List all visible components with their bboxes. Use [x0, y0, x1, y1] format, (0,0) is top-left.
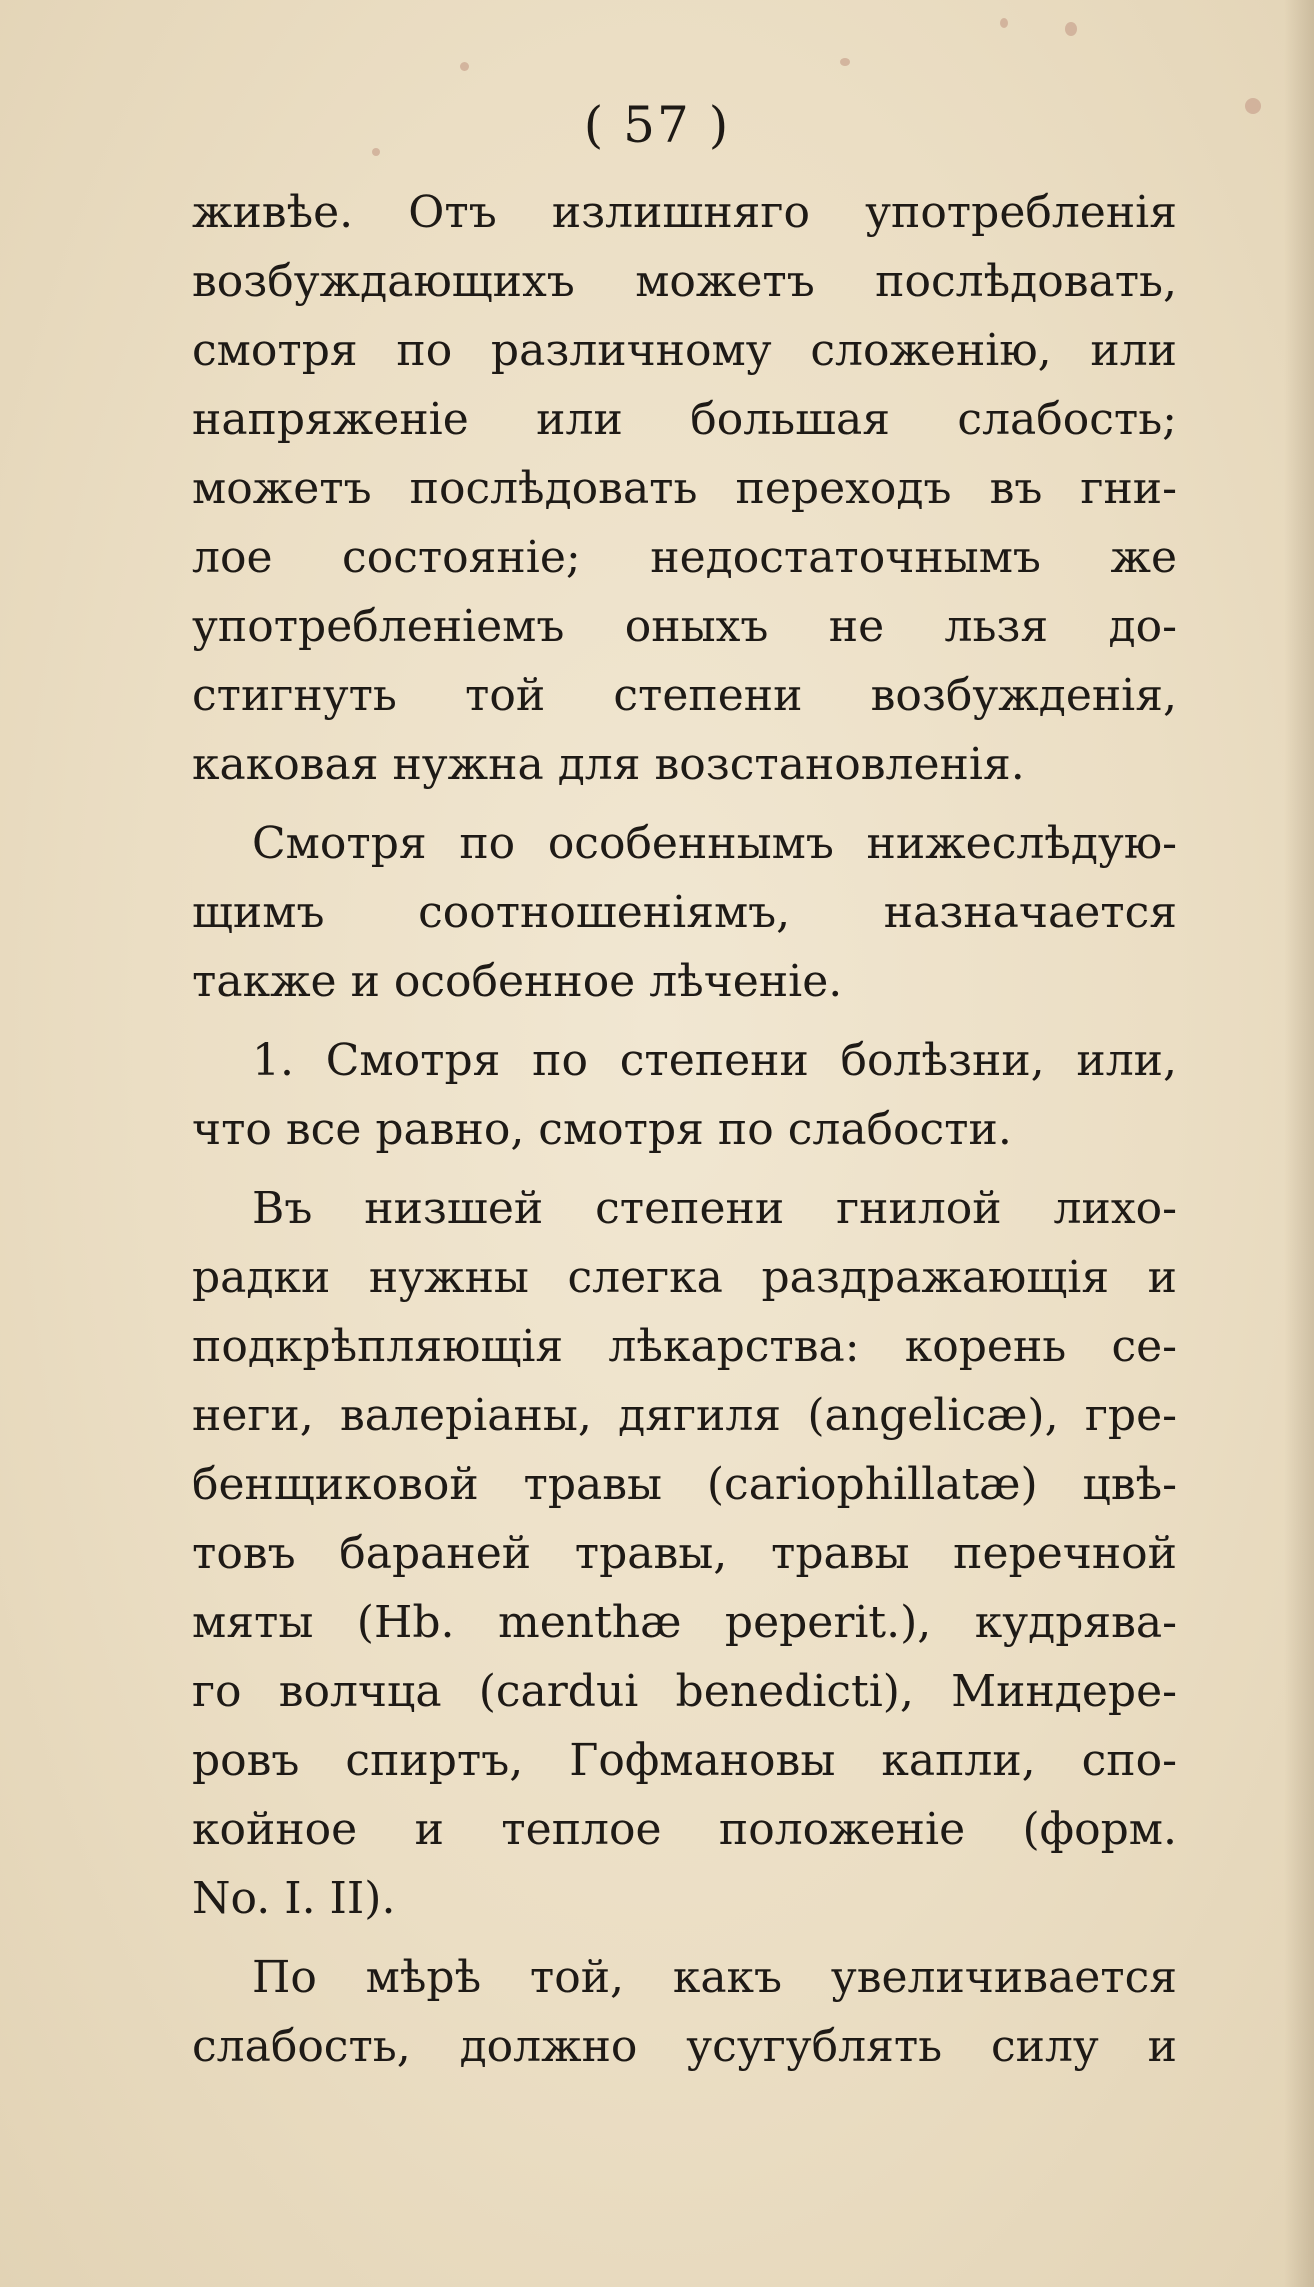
text-line: щимъ соотношеніямъ, назначается: [192, 887, 1177, 938]
text-line: 1. Смотря по степени болѣзни, или,: [252, 1035, 1177, 1086]
text-line: No. I. II).: [192, 1873, 396, 1924]
text-line: радки нужны слегка раздражающія и: [192, 1252, 1177, 1303]
text-line: слабость, должно усугублять силу и: [192, 2021, 1177, 2072]
text-line: также и особенное лѣченіе.: [192, 956, 843, 1007]
text-line: Въ низшей степени гнилой лихо-: [252, 1183, 1177, 1234]
text-line: лое состояніе; недостаточнымъ же: [192, 532, 1177, 583]
text-line: напряженіе или большая слабость;: [192, 394, 1177, 445]
text-line: бенщиковой травы (cariophillatæ) цвѣ-: [192, 1459, 1177, 1510]
text-line: товъ бараней травы, травы перечной: [192, 1528, 1177, 1579]
text-line: возбуждающихъ можетъ послѣдовать,: [192, 256, 1177, 307]
paper-speck: [1065, 22, 1077, 36]
text-line: подкрѣпляющія лѣкарства: корень се-: [192, 1321, 1177, 1372]
text-line: стигнуть той степени возбужденія,: [192, 670, 1177, 721]
paper-speck: [840, 58, 850, 66]
text-line: употребленіемъ оныхъ не льзя до-: [192, 601, 1177, 652]
text-line: можетъ послѣдовать переходъ въ гни-: [192, 463, 1177, 514]
text-line: смотря по различному сложенію, или: [192, 325, 1177, 376]
text-line: койное и теплое положеніе (форм.: [192, 1804, 1177, 1855]
text-line: го волчца (cardui benedicti), Миндере-: [192, 1666, 1177, 1717]
paragraph: [192, 809, 1177, 1016]
text-line: По мѣрѣ той, какъ увеличивается: [252, 1952, 1177, 2003]
paragraph: [192, 1943, 1177, 2081]
body-text: [192, 178, 1177, 2081]
text-line: Смотря по особеннымъ нижеслѣдую-: [252, 818, 1177, 869]
page-edge-shadow: [1284, 0, 1314, 2287]
paragraph: [192, 1026, 1177, 1164]
page-number: ( 57 ): [583, 96, 731, 154]
text-line: что все равно, смотря по слабости.: [192, 1104, 1012, 1155]
paper-speck: [1000, 18, 1008, 28]
text-line: мяты (Hb. menthæ peperit.), кудрява-: [192, 1597, 1177, 1648]
text-line: ровъ спиртъ, Гофмановы капли, спо-: [192, 1735, 1177, 1786]
text-line: каковая нужна для возстановленія.: [192, 739, 1025, 790]
text-line: неги, валеріаны, дягиля (angelicæ), гре-: [192, 1390, 1177, 1441]
paragraph: [192, 178, 1177, 799]
paper-speck: [460, 62, 469, 71]
text-line: живѣе. Отъ излишняго употребленія: [192, 187, 1177, 238]
paragraph: [192, 1174, 1177, 1933]
